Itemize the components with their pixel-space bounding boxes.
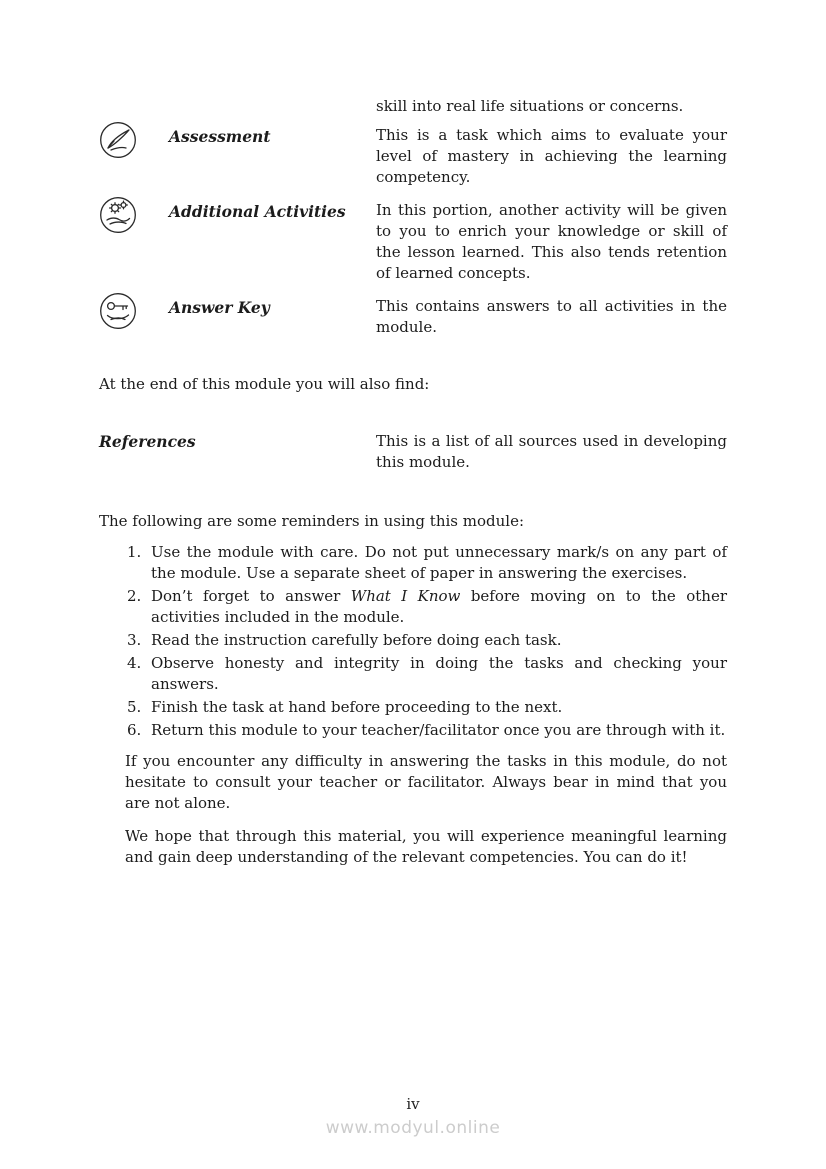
reminder-item-6 — [127, 720, 727, 741]
reminder-text — [151, 653, 727, 695]
reminder-number: 3. — [127, 631, 142, 649]
reminder-text-pre: Observe honesty and integrity in doing the tasks and checking your answers. — [151, 654, 727, 693]
reminder-number: 5. — [127, 698, 142, 716]
reminder-text-italic: What I Know — [350, 587, 461, 605]
reminder-text — [151, 697, 727, 718]
answer-key-description: This contains answers to all activities in the module. — [376, 297, 727, 336]
also-find-text: At the end of this module you will also find: — [99, 375, 430, 393]
reminder-text-pre: Read the instruction carefully before doing each task. — [151, 631, 562, 649]
reminder-text-post: before moving on to the other activities included in the module. — [151, 587, 727, 626]
closing-paragraph-2: We hope that through this material, you will experience meaningful learning and gain deep understanding of the relevant competencies. You can do it! — [125, 827, 727, 866]
answer-key-row — [99, 296, 727, 338]
reminder-item-4 — [127, 653, 727, 695]
gears-hand-icon — [99, 196, 137, 234]
additional-activities-icon-cell — [99, 200, 169, 240]
carryover-text: skill into real life situations or concerns. — [376, 97, 684, 115]
reminder-number: 6. — [127, 721, 142, 739]
answer-key-icon-cell — [99, 296, 169, 336]
reminder-text-pre: Use the module with care. Do not put unnecessary mark/s on any part of the module. Use a separate sheet of paper in answering the exercises. — [151, 543, 727, 582]
reminder-number: 1. — [127, 543, 142, 561]
reminder-text — [151, 586, 727, 628]
carryover-row — [99, 96, 727, 117]
module-parts-table — [99, 96, 727, 338]
page-number: iv — [406, 1095, 420, 1113]
answer-key-label: Answer Key — [169, 298, 270, 317]
additional-activities-label: Additional Activities — [169, 202, 346, 221]
additional-activities-description: In this portion, another activity will be given to you to enrich your knowledge or skill of the lesson learned. This also tends retention of learned concepts. — [376, 201, 727, 282]
reminder-text-pre: Return this module to your teacher/facilitator once you are through with it. — [151, 721, 726, 739]
quill-pen-icon — [99, 121, 137, 159]
reminders-intro: The following are some reminders in using this module: — [99, 512, 524, 530]
assessment-description: This is a task which aims to evaluate your level of mastery in achieving the learning competency. — [376, 126, 727, 186]
assessment-icon-cell — [99, 125, 169, 165]
references-description: This is a list of all sources used in developing this module. — [376, 432, 727, 471]
reminder-number: 2. — [127, 587, 142, 605]
references-label: References — [99, 432, 196, 451]
reminders-list — [127, 542, 727, 741]
references-row — [99, 431, 727, 473]
reminder-text — [151, 630, 727, 651]
watermark-text: www.modyul.online — [325, 1118, 501, 1138]
assessment-label: Assessment — [169, 127, 271, 146]
reminder-text-pre: Finish the task at hand before proceeding to the next. — [151, 698, 563, 716]
reminder-text-pre: Don’t forget to answer — [151, 587, 351, 605]
reminder-text — [151, 542, 727, 584]
assessment-row — [99, 125, 727, 188]
empty-label-cell — [169, 96, 376, 97]
key-hand-icon — [99, 292, 137, 330]
closing-paragraph-1: If you encounter any difficulty in answering the tasks in this module, do not hesitate to consult your teacher or facilitator. Always bear in mind that you are not alone. — [125, 752, 727, 812]
additional-activities-row — [99, 200, 727, 284]
reminder-item-5 — [127, 697, 727, 718]
reminder-item-1 — [127, 542, 727, 584]
reminder-number: 4. — [127, 654, 142, 672]
reminder-item-2 — [127, 586, 727, 628]
reminder-text — [151, 720, 727, 741]
reminder-item-3 — [127, 630, 727, 651]
